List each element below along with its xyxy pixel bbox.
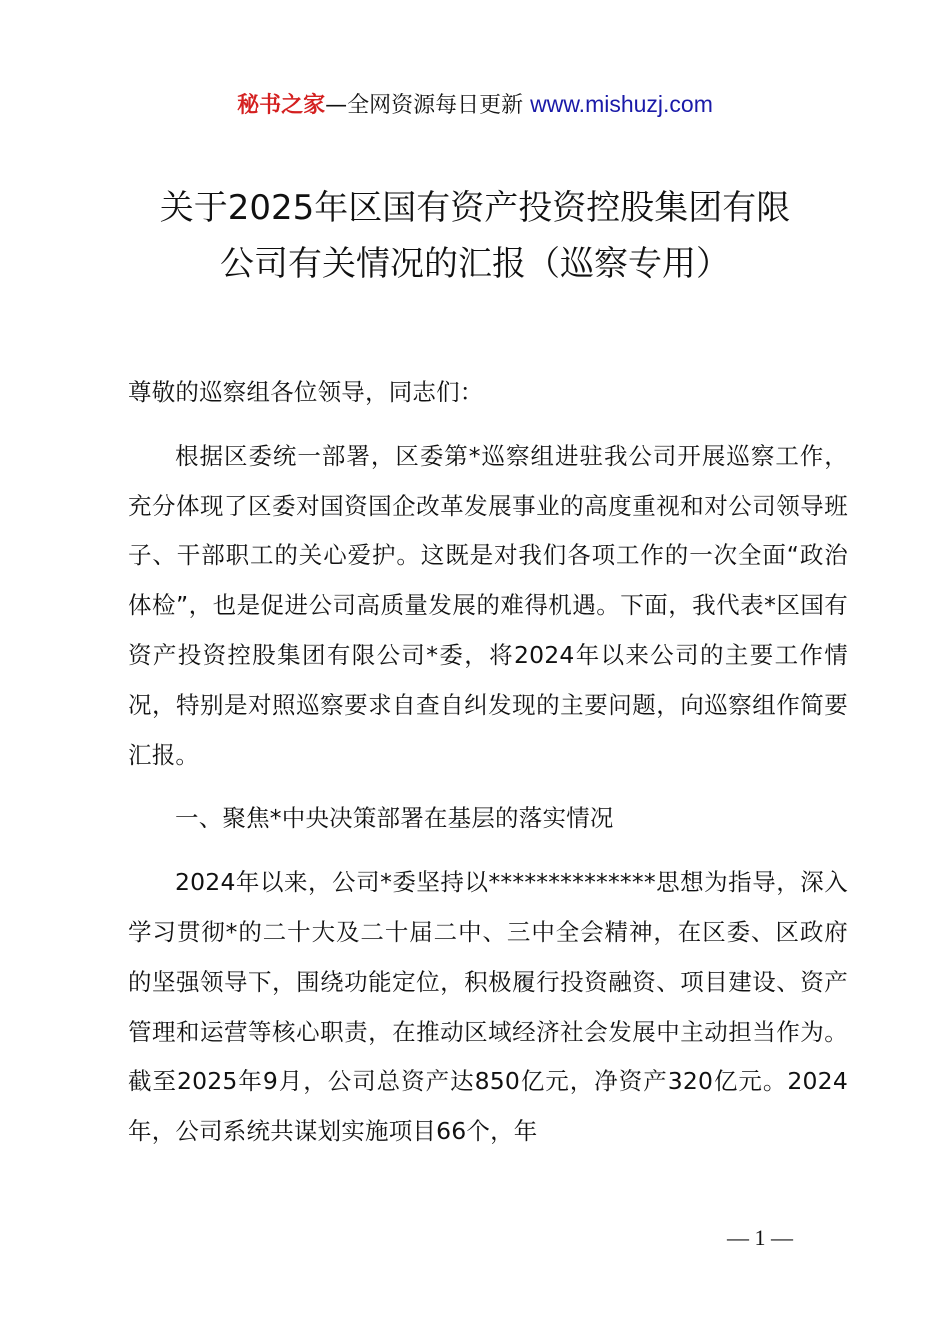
title-line-2: 公司有关情况的汇报（巡察专用） — [220, 244, 730, 284]
salutation: 尊敬的巡察组各位领导，同志们： — [128, 378, 484, 406]
document-body — [128, 368, 848, 1157]
title-line-1: 关于2025年区国有资产投资控股集团有限 — [159, 188, 791, 228]
site-url-link[interactable]: www.mishuzj.com — [530, 91, 713, 117]
paragraph-intro: 根据区委统一部署，区委第*巡察组进驻我公司开展巡察工作，充分体现了区委对国资国企改革发展事业的高度重视和对公司领导班子、干部职工的关心爱护。这既是对我们各项工作的一次全面“政治体检”，也是促进公司高质量发展的难得机遇。下面，我代表*区国有资产投资控股集团有限公司*委，将2024年以来公司的主要工作情况，特别是对照巡察要求自查自纠发现的主要问题，向巡察组作简要汇报。 — [128, 441, 848, 769]
header-tagline: —全网资源每日更新 — [325, 93, 531, 118]
brand-name: 秘书之家 — [237, 93, 326, 118]
document-title — [0, 180, 950, 292]
section-heading-1: 一、聚焦*中央决策部署在基层的落实情况 — [175, 804, 614, 833]
page-number: — 1 — — [727, 1225, 793, 1250]
header-banner — [0, 88, 950, 122]
paragraph-section-1: 2024年以来，公司*委坚持以**************思想为指导，深入学习贯彻*的二十大及二十届二中、三中全会精神，在区委、区政府的坚强领导下，围绕功能定位，积极履行投资融资、项目建设、资产管理和运营等核心职责，在推动区域经济社会发展中主动担当作为。截至2025年9月，公司总资产达850亿元，净资产320亿元。2024年，公司系统共谋划实施项目66个，年 — [128, 868, 848, 1146]
